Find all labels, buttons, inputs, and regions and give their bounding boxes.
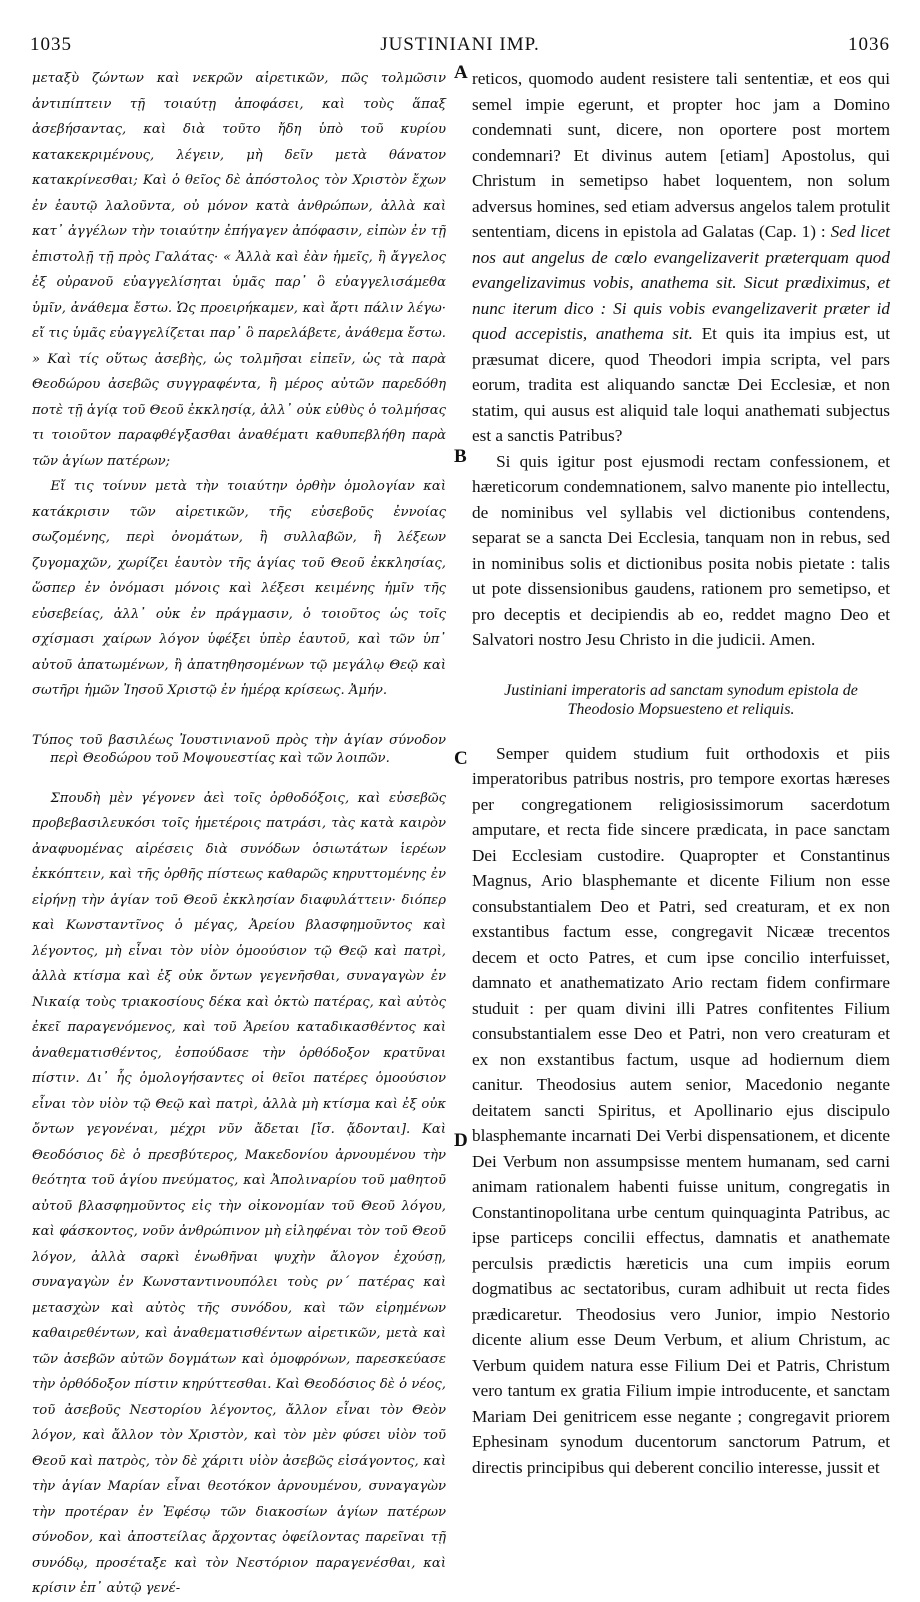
greek-paragraph-1: μεταξὺ ζώντων καὶ νεκρῶν αἱρετικῶν, πῶς τολμῶσιν ἀντιπίπτειν τῇ τοιαύτῃ ἀποφάσει, καὶ τοὺς ἅπαξ ἀσεβήσαντας, καὶ διὰ τοῦτο ἤδη ὑπὸ τοῦ κυρίου κατακεκριμένους, λέγειν, μὴ δεῖν μετὰ θάνατον κατακρίνεσθαι; Καὶ ὁ θεῖος δὲ ἀπόστολος τὸν Χριστὸν ἔχων ἐν ἑαυτῷ λαλοῦντα, οὐ μόνον κατὰ ἀνθρώπων, ἀλλὰ καὶ κατ᾽ ἀγγέλων τὴν τοιαύτην ἐπήγαγεν ἀπόφασιν, εἰπὼν ἐν τῇ ἐπιστολῇ τῇ πρὸς Γαλάτας· « Ἀλλὰ καὶ ἐὰν ἡμεῖς, ἢ ἄγγελος ἐξ οὐρανοῦ εὐαγγελίσηται ὑμᾶς παρ᾽ ὃ εὐαγγελισάμεθα ὑμῖν, ἀνάθεμα ἔστω. Ὡς προειρήκαμεν, καὶ ἄρτι πάλιν λέγω· εἴ τις ὑμᾶς εὐαγγελίζεται παρ᾽ ὃ παρελάβετε, ἀνάθεμα ἔστω. » Καὶ τίς οὕτως ἀσεβὴς, ὡς τολμῆσαι εἰπεῖν, ὡς τὰ παρὰ Θεοδώρου ἀσεβῶς συγγραφέντα, ἢ μέρος αὐτῶν παρεδόθη ποτὲ τῇ ἁγίᾳ τοῦ Θεοῦ ἐκκλησίᾳ, ἀλλ᾽ οὐκ εὐθὺς ὁ τολμήσας τι τοιοῦτον παραφθέγξασθαι ἀναθέματι καθυπεβλήθη παρὰ τῶν ἁγίων πατέρων; xyxy=(32,71,446,469)
margin-letter-c: C xyxy=(454,748,468,769)
page-number-left: 1035 xyxy=(30,34,72,55)
latin-column xyxy=(472,66,890,1480)
latin-scripture-quote: Sed licet nos aut angelus de cœlo evangelizaverit præterquam quod evangelizavimus vobis, anathema sit. Sicut prædiximus, et nunc iterum dico : Si quis vobis evangelizaverit præter id quod accepistis, anathema sit. xyxy=(472,222,890,343)
greek-paragraph-2: Εἴ τις τοίνυν μετὰ τὴν τοιαύτην ὀρθὴν ὁμολογίαν καὶ κατάκρισιν τῶν αἱρετικῶν, τῆς εὐσεβοῦς ἐννοίας σωζομένης, περὶ ὀνομάτων, ἢ συλλαβῶν, ἢ λέξεων ζυγομαχῶν, χωρίζει ἑαυτὸν τῆς ἁγίας τοῦ Θεοῦ ἐκκλησίας, ὥσπερ ἐν ὀνόμασι μόνοις καὶ λέξεσι κειμένης ἡμῖν τῆς εὐσεβείας, ἀλλ᾽ οὐκ ἐν πράγμασιν, ὁ τοιοῦτος ὡς τοῖς σχίσμασι χαίρων λόγον ὑφέξει ὑπὲρ ἑαυτοῦ, καὶ τῶν ὑπ᾽ αὐτοῦ ἀπατωμένων, ἢ ἀπατηθησομένων τῷ μεγάλῳ Θεῷ καὶ σωτῆρι ἡμῶν Ἰησοῦ Χριστῷ ἐν ἡμέρᾳ κρίσεως. Ἀμήν. xyxy=(32,479,446,698)
greek-column xyxy=(32,66,446,1602)
latin-paragraph-1-text: reticos, quomodo audent resistere tali sententiæ, et eos qui semel impie egerunt, et propter hoc jam a Domino condemnati sunt, dicere, non oportere post mortem condemnari? Et divinus autem [etiam] Apostolus, qui Christum in semetipso habet loquentem, non solum adversus homines, sed etiam adversus angelos talem protulit sententiam, dicens in epistola ad Galatas (Cap. 1) : xyxy=(472,69,890,241)
running-header xyxy=(30,34,890,62)
latin-paragraph-1 xyxy=(472,66,890,449)
greek-section-title: Τύπος τοῦ βασιλέως Ἰουστινιανοῦ πρὸς τὴν ἁγίαν σύνοδον περὶ Θεοδώρου τοῦ Μοψουεστίας καὶ τῶν λοιπῶν. xyxy=(32,732,446,766)
greek-paragraph-3: Σπουδὴ μὲν γέγονεν ἀεὶ τοῖς ὀρθοδόξοις, καὶ εὐσεβῶς προβεβασιλευκόσι τοῖς ἡμετέροις πατράσι, τὰς κατὰ καιρὸν ἀναφυομένας αἱρέσεις διὰ συνόδων ὁσιωτάτων ἱερέων ἐκκόπτειν, καὶ τῆς ὀρθῆς πίστεως καθαρῶς κηρυττομένης ἐν εἰρήνῃ τὴν ἁγίαν τοῦ Θεοῦ ἐκκλησίαν διαφυλάττειν· διόπερ καὶ Κωνσταντῖνος ὁ μέγας, Ἀρείου βλασφημοῦντος καὶ λέγοντος, μὴ εἶναι τὸν υἱὸν ὁμοούσιον τῷ Θεῷ καὶ πατρὶ, ἀλλὰ κτίσμα καὶ ἐξ οὐκ ὄντων γεγενῆσθαι, συναγαγὼν ἐν Νικαίᾳ τοὺς τριακοσίους δέκα καὶ ὀκτὼ πατέρας, καὶ αὐτὸς ἐκεῖ παραγενόμενος, καὶ τοῦ Ἀρείου καταδικασθέντος καὶ ἀναθεματισθέντος, ἐσπούδασε τὴν ὀρθόδοξον κρατῦναι πίστιν. Δι᾽ ἧς ὁμολογήσαντες οἱ θεῖοι πατέρες ὁμοούσιον εἶναι τὸν υἱὸν τῷ Θεῷ καὶ πατρὶ, ἀλλὰ μὴ κτίσμα καὶ ἐξ οὐκ ὄντων γεγονέναι, μέχρι νῦν ἄδεται [ἴσ. ᾄδονται]. Καὶ Θεοδόσιος δὲ ὁ πρεσβύτερος, Μακεδονίου ἀρνουμένου τὴν θεότητα τοῦ ἁγίου πνεύματος, καὶ Ἀπολιναρίου τοῦ μαθητοῦ αὐτοῦ βλασφημοῦντος εἰς τὴν οἰκονομίαν τοῦ Θεοῦ λόγου, καὶ φάσκοντος, νοῦν ἀνθρώπινον μὴ εἰληφέναι τὸν τοῦ Θεοῦ λόγον, ἀλλὰ σαρκὶ ἑνωθῆναι ψυχὴν ἄλογον ἐχούσῃ, συναγαγὼν ἐν Κωνσταντινουπόλει τοὺς ρν´ πατέρας καὶ μετασχὼν καὶ αὐτὸς τῆς συνόδου, καὶ τῶν εἰρημένων καθαιρεθέντων, καὶ ἀναθεματισθέντων αἱρετικῶν, μετὰ καὶ τῶν ἀσεβῶν αὐτῶν δογμάτων καὶ ὁμοφρόνων, παρεσκεύασε τὴν ὀρθόδοξον πίστιν κηρύττεσθαι. Καὶ Θεοδόσιος δὲ ὁ νέος, τοῦ ἀσεβοῦς Νεστορίου λέγοντος, ἄλλον εἶναι τὸν Θεὸν λόγον, καὶ ἄλλον τὸν Χριστὸν, καὶ τὸν μὲν φύσει υἱὸν τοῦ Θεοῦ καὶ πατρὸς, τὸν δὲ χάριτι υἱὸν ἀσεβῶς εἰσάγοντος, καὶ τὴν ἁγίαν Μαρίαν εἶναι θεοτόκον ἀρνουμένου, συναγαγὼν τὴν προτέραν ἐν Ἐφέσῳ τῶν διακοσίων ἁγίων πατέρων σύνοδον, καὶ ἀποστείλας ἄρχοντας ὀφείλοντας παρεῖναι τῇ συνόδῳ, προσέταξε καὶ τὸν Νεστόριον παραγενέσθαι, καὶ κρίσιν ἐπ᾽ αὐτῷ γενέ- xyxy=(32,790,446,1596)
margin-letter-b: B xyxy=(454,446,467,467)
running-title: JUSTINIANI IMP. xyxy=(380,34,540,55)
latin-section-title: Justiniani imperatoris ad sanctam synodum epistola de Theodosio Mopsuesteno et reliquis. xyxy=(504,681,858,718)
margin-letter-d: D xyxy=(454,1130,468,1151)
page-number-right: 1036 xyxy=(848,34,890,55)
latin-paragraph-1-end: Et quis ita impius est, ut præsumat dicere, quod Theodori impia scripta, vel pars eorum, tradita est aliquando sanctæ Dei Ecclesiæ, et non statim, qui ausus est aliquid tale loqui anathemati subjectus est a sanctis Patribus? xyxy=(472,324,890,445)
latin-paragraph-3: Semper quidem studium fuit orthodoxis et piis imperatoribus patribus nostris, pro tempore exortas hæreses per congregationem religiosissimorum sacerdotum amputare, et recta fide sincere prædicata, in pace sanctam Dei Ecclesiam custodire. Quapropter et Constantinus Magnus, Ario blasphemante et dicente Filium non esse consubstantialem Deo et Patri, sed creaturam, et ex non exstantibus factum esse, congregavit Nicææ trecentos decem et octo Patres, et cum ipse concilio interfuisset, damnato et anathematizato Ario rectam fidem confirmare studuit : per quam divini illi Patres confitentes Filium consubstantialem esse Deo et Patri, non vero creaturam et ex non exstantibus factum, usque ad hodiernum diem canitur. Theodosius autem senior, Macedonio negante deitatem sancti Spiritus, et Apollinario ejus discipulo blasphemante incarnati Dei Verbi dispensationem, et dicente Dei Verbum non assumpsisse mentem humanam, sed carni animam rationalem habenti fuisse unitum, congregatis in Constantinopolitana urbe centum quinquaginta Patribus, ac ipse particeps concilii effectus, damnatis et anathemate perculsis prædictis hæreticis una cum impiis eorum dogmatibus ac sectatoribus, curam adhibuit ut recta fides prædicaretur. Theodosius vero Junior, impio Nestorio dicente alium esse Deum Verbum, et alium Christum, ac Verbum quidem natura esse Filium Dei et Patris, Christum vero tantum ex gratia Filium impie introducente, et sanctam Mariam Dei genitricem esse negante ; congregavit priorem Ephesinam synodum ducentorum sanctorum Patrum, et directis principibus qui deberent concilio interesse, jussit et xyxy=(472,743,890,1477)
latin-paragraph-2: Si quis igitur post ejusmodi rectam confessionem, et hæreticorum condemnationem, salvo manente pio intellectu, de nominibus vel syllabis vel dictionibus contendens, separat se a sancta Dei Ecclesia, tanquam non in rebus, sed in nominibus solis et dictionibus posita nobis pietate : talis ut pote dissensionibus gaudens, rationem pro semetipso, et pro deceptis et decipiendis ab eo, reddet magno Deo et Salvatori nostro Jesu Christo in die judicii. Amen. xyxy=(472,451,890,649)
margin-letter-a: A xyxy=(454,62,468,83)
